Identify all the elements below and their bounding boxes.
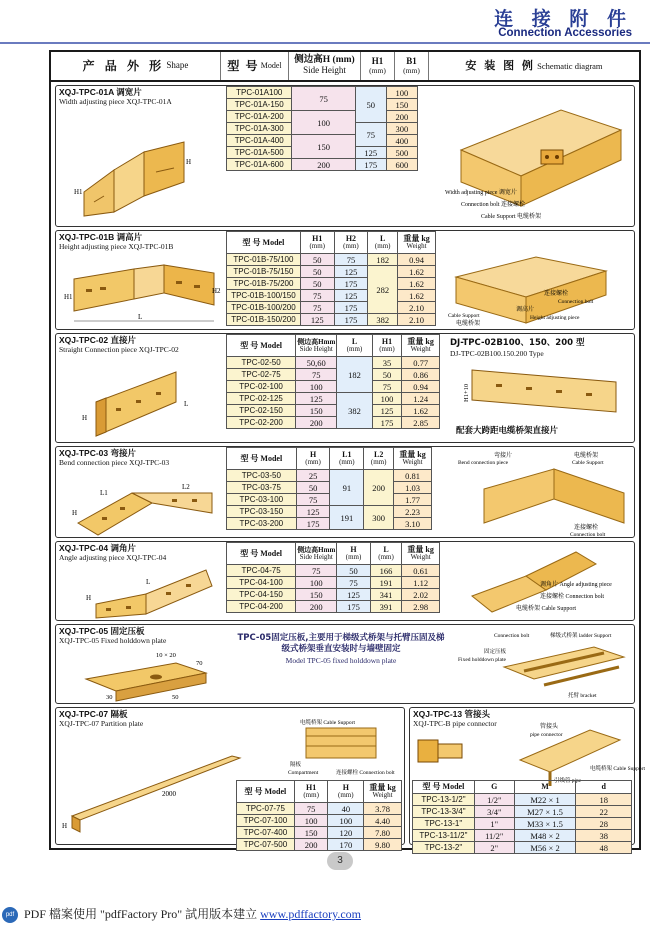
table-row: TPC-03-100 75 1.77 — [227, 494, 432, 506]
dj-tpc-02b-shape — [456, 360, 626, 422]
table-row: TPC-03-75 50 1.03 — [227, 482, 432, 494]
label-height-piece-cn: 调高片 — [516, 307, 535, 313]
table-row: TPC-01A-200 100 200 — [227, 111, 418, 123]
table-header-row: 型 号 Model H1 (mm) H2 (mm) L (mm) 重量 kg Weight — [227, 232, 436, 254]
dim-l: L — [184, 400, 189, 408]
label-compartment-en: Compartment — [288, 770, 319, 776]
table-row: TPC-03-50 25 91 200 0.81 — [227, 470, 432, 482]
table-row: TPC-04-150 150 125 341 2.02 — [227, 589, 440, 601]
table-row: TPC-01B-75/100 50 75 182 0.94 — [227, 254, 436, 266]
label-bracket: 托臂 bracket — [568, 693, 597, 699]
table-row: TPC-13-1" 1" M33 × 1.5 28 — [413, 818, 632, 830]
dim-h1-plus-10: H1+10 — [463, 383, 470, 402]
bend-connection-piece-shape — [72, 473, 222, 537]
table-row: TPC-13-11/2" 11/2" M48 × 2 38 — [413, 830, 632, 842]
pdf-icon: pdf — [2, 907, 18, 923]
table-row: TPC-13-2" 2" M56 × 2 48 — [413, 842, 632, 854]
label-ladder-support: 梯级式桥架 ladder Support — [550, 633, 612, 639]
section-title: XQJ-TPC-01A 调宽片 Width adjusting piece XQJ-TPC-01A — [59, 87, 172, 106]
label-bolt-en: Connection bolt — [570, 532, 606, 538]
table-tpc-01a-grid — [226, 86, 418, 171]
table-row: TPC-03-150 125 191 300 2.23 — [227, 506, 432, 518]
table-row: TPC-01A-600 200 175 600 — [227, 159, 418, 171]
dim-l1: L1 — [100, 489, 108, 497]
table-tpc-04 — [226, 542, 440, 613]
tpc-03-schematic — [454, 449, 634, 537]
tpc-07-schematic — [286, 714, 404, 784]
dim-50: 50 — [172, 694, 179, 701]
table-row: TPC-01B-75/200 50 175 1.62 — [227, 278, 436, 290]
label-plate-en: Fixed holddown plate — [458, 657, 506, 663]
label-bend-cn: 弯接片 — [494, 453, 513, 459]
col-h1: H1 (mm) — [361, 52, 395, 80]
dim-2000: 2000 — [162, 790, 176, 798]
label-width-adjusting-piece: Width adjusting piece 调宽片 — [445, 190, 517, 196]
tpc-01b-schematic — [446, 237, 632, 329]
table-row: TPC-13-3/4" 3/4" M27 × 1.5 22 — [413, 806, 632, 818]
section-title: XQJ-TPC-02 直接片 Straight Connection piece XQJ-TPC-02 — [59, 335, 179, 354]
partition-plate-shape — [62, 736, 252, 836]
width-adjusting-piece-shape — [74, 112, 194, 220]
label-bolt: 连接螺栓 Connection bolt — [336, 770, 395, 776]
section-tpc-04 — [55, 541, 635, 621]
label-cable-support: Cable Support 电缆桥架 — [481, 214, 541, 220]
col-diagram: 安 装 图 例 Schematic diagram — [465, 59, 603, 73]
tpc-05-description: TPC-05固定压板,主要用于梯级式桥架与托臂压固及梯级式桥架垂直安装时与墙壁固定 Model TPC-05 fixed holddown plate — [237, 633, 445, 665]
table-tpc-02 — [226, 334, 440, 429]
table-row: TPC-02-50 50,60 182 35 0.77 — [227, 357, 440, 369]
footer-text: PDF 檔案使用 "pdfFactory Pro" 試用版本建立 — [24, 907, 258, 921]
straight-connection-piece-shape — [76, 362, 206, 440]
table-tpc-07 — [236, 780, 402, 851]
tpc-13-schematic — [510, 720, 645, 788]
dim-h: H — [86, 594, 92, 602]
angle-adjusting-piece-shape — [86, 564, 226, 620]
label-bolt-cn: 连接螺栓 — [574, 525, 599, 531]
dj-tpc-02b-note-bottom: 配套大跨距电缆桥架直接片 — [456, 426, 559, 436]
table-row: TPC-02-200 200 175 2.85 — [227, 417, 440, 429]
section-tpc-05 — [55, 624, 635, 704]
tpc-01a-schematic — [441, 90, 631, 224]
section-tpc-13 — [409, 707, 645, 853]
label-connector-cn: 管接头 — [540, 724, 559, 730]
section-title: XQJ-TPC-05 固定压板 XQJ-TPC-05 Fixed holddown plate — [59, 626, 167, 645]
table-row: TPC-13-1/2" 1/2" M22 × 1 18 — [413, 794, 632, 806]
label-cable-support-cn: 电缆桥架 — [574, 453, 599, 459]
section-tpc-02 — [55, 333, 635, 443]
label-bend-en: Bend connection piece — [458, 460, 509, 466]
table-row: TPC-02-75 75 50 0.86 — [227, 369, 440, 381]
height-adjusting-piece-shape — [64, 259, 224, 329]
col-model: 型 号 Model — [221, 52, 289, 80]
header-title-cn: 连 接 附 件 — [494, 8, 632, 30]
dim-h: H — [82, 414, 88, 422]
table-tpc-01b — [226, 231, 436, 326]
header-rule — [0, 42, 650, 44]
table-row: TPC-04-75 75 50 166 0.61 — [227, 565, 440, 577]
label-plate-cn: 固定压板 — [484, 649, 507, 655]
footer-link[interactable]: www.pdffactory.com — [260, 907, 361, 921]
col-shape: 产 品 外 形 Shape — [51, 52, 221, 80]
section-tpc-03 — [55, 446, 635, 538]
dim-l: L — [146, 578, 151, 586]
dim-slot: 10 × 20 — [156, 652, 176, 659]
table-row: TPC-01B-75/150 50 125 282 1.62 — [227, 266, 436, 278]
label-cable-support-en: Cable Support — [572, 460, 604, 466]
column-header — [51, 52, 639, 82]
label-bolt: Connection bolt — [494, 633, 530, 639]
dim-70: 70 — [196, 660, 203, 667]
footer — [0, 905, 361, 923]
table-row: TPC-01A-400 150 400 — [227, 135, 418, 147]
section-title: XQJ-TPC-13 管接头 XQJ-TPC-B pipe connector — [413, 709, 497, 728]
dim-h1: H1 — [64, 293, 73, 301]
label-connector-en: pipe connector — [530, 732, 563, 738]
table-row: TPC-03-200 175 3.10 — [227, 518, 432, 530]
label-bolt-en: Connection bolt — [558, 299, 594, 305]
table-header-row: 型 号 Model H1 (mm) H (mm) 重量 kg Weight — [237, 781, 402, 803]
label-connection-bolt: Connection bolt 连接螺栓 — [461, 202, 525, 208]
section-tpc-01a — [55, 85, 635, 227]
label-pipe: 引线管 pipe — [554, 778, 582, 784]
label-cable-support: 电缆桥架 Cable Support — [300, 720, 355, 726]
section-title: XQJ-TPC-03 弯接片 Bend connection piece XQJ-TPC-03 — [59, 448, 170, 467]
dim-l2: L2 — [182, 483, 190, 491]
section-title: XQJ-TPC-07 隔板 XQJ-TPC-07 Partition plate — [59, 709, 144, 728]
section-tpc-01b — [55, 230, 635, 330]
header-title-en: Connection Accessories — [498, 27, 632, 39]
dim-h1: H1 — [74, 188, 83, 196]
label-cable-support-en: Cable Support — [448, 313, 480, 319]
fixed-holddown-plate-shape — [76, 649, 226, 703]
label-cable-support-cn: 电缆桥架 — [456, 321, 481, 327]
section-tpc-07 — [55, 707, 405, 850]
col-side-height: 侧边高H (mm) Side Height — [289, 52, 361, 80]
table-row: TPC-02-125 125 382 100 1.24 — [227, 393, 440, 405]
table-row: TPC-04-100 100 75 191 1.12 — [227, 577, 440, 589]
label-cable-support: 电缆桥架 Cable Support — [516, 606, 576, 612]
table-row: TPC-07-500 200 170 9.80 — [237, 839, 402, 851]
table-row: TPC-01B-100/200 75 175 2.10 — [227, 302, 436, 314]
table-header-row: 型 号 Model G M d — [413, 781, 632, 794]
table-row: TPC-07-400 150 120 7.80 — [237, 827, 402, 839]
table-row: TPC-01A-150 150 — [227, 99, 418, 111]
table-row: TPC-07-75 75 40 3.78 — [237, 803, 402, 815]
table-tpc-03 — [226, 447, 432, 530]
label-cable-support: 电缆桥架 Cable Support — [590, 766, 645, 772]
table-row: TPC-02-150 150 125 1.62 — [227, 405, 440, 417]
table-tpc-13 — [412, 780, 632, 854]
label-bolt: 连接螺栓 Connection bolt — [540, 594, 604, 600]
pipe-connector-shape — [412, 730, 472, 774]
page-number: 3 — [327, 852, 353, 870]
section-title: XQJ-TPC-04 调角片 Angle adjusting piece XQJ-TPC-04 — [59, 543, 167, 562]
dim-h2: H2 — [212, 287, 221, 295]
dj-tpc-02b-note: DJ-TPC-02B100、150、200 型 DJ-TPC-02B100.150.200 Type — [450, 338, 585, 359]
dim-h: H — [62, 822, 68, 830]
label-angle-piece: 调角片 Angle adjusting piece — [540, 582, 612, 588]
table-header-row: 型 号 Model H (mm) L1 (mm) L2 (mm) 重量 kg Weight — [227, 448, 432, 470]
label-bolt-cn: 连接螺栓 — [544, 291, 569, 297]
table-row: TPC-01B-100/150 75 125 1.62 — [227, 290, 436, 302]
label-compartment-cn: 隔板 — [290, 762, 302, 768]
table-row: TPC-07-100 100 100 4.40 — [237, 815, 402, 827]
col-b1: B1 (mm) — [395, 52, 429, 80]
table-row: TPC-01A-300 75 300 — [227, 123, 418, 135]
table-row: TPC-01A-500 125 500 — [227, 147, 418, 159]
table-row: TPC-01B-150/200 125 175 382 2.10 — [227, 314, 436, 326]
dim-l: L — [138, 313, 143, 321]
dim-30: 30 — [106, 694, 113, 701]
label-height-piece-en: Height adjusting piece — [530, 315, 580, 321]
dim-h: H — [186, 158, 192, 166]
table-header-row: 型 号 Model 侧边高Hmm Side Height L (mm) H1 (mm) 重量 kg Weight — [227, 335, 440, 357]
table-row: TPC-02-100 100 75 0.94 — [227, 381, 440, 393]
dim-h: H — [72, 509, 78, 517]
table-row: TPC-01A100 75 50 100 — [227, 87, 418, 99]
section-title: XQJ-TPC-01B 调高片 Height adjusting piece XQJ-TPC-01B — [59, 232, 174, 251]
catalog-frame — [49, 50, 645, 853]
tpc-04-schematic — [456, 546, 634, 620]
tpc-05-schematic — [454, 627, 634, 703]
table-header-row: 型 号 Model 侧边高Hmm Side Height H (mm) L (mm) 重量 kg Weight — [227, 543, 440, 565]
table-row: TPC-04-200 200 175 391 2.98 — [227, 601, 440, 613]
